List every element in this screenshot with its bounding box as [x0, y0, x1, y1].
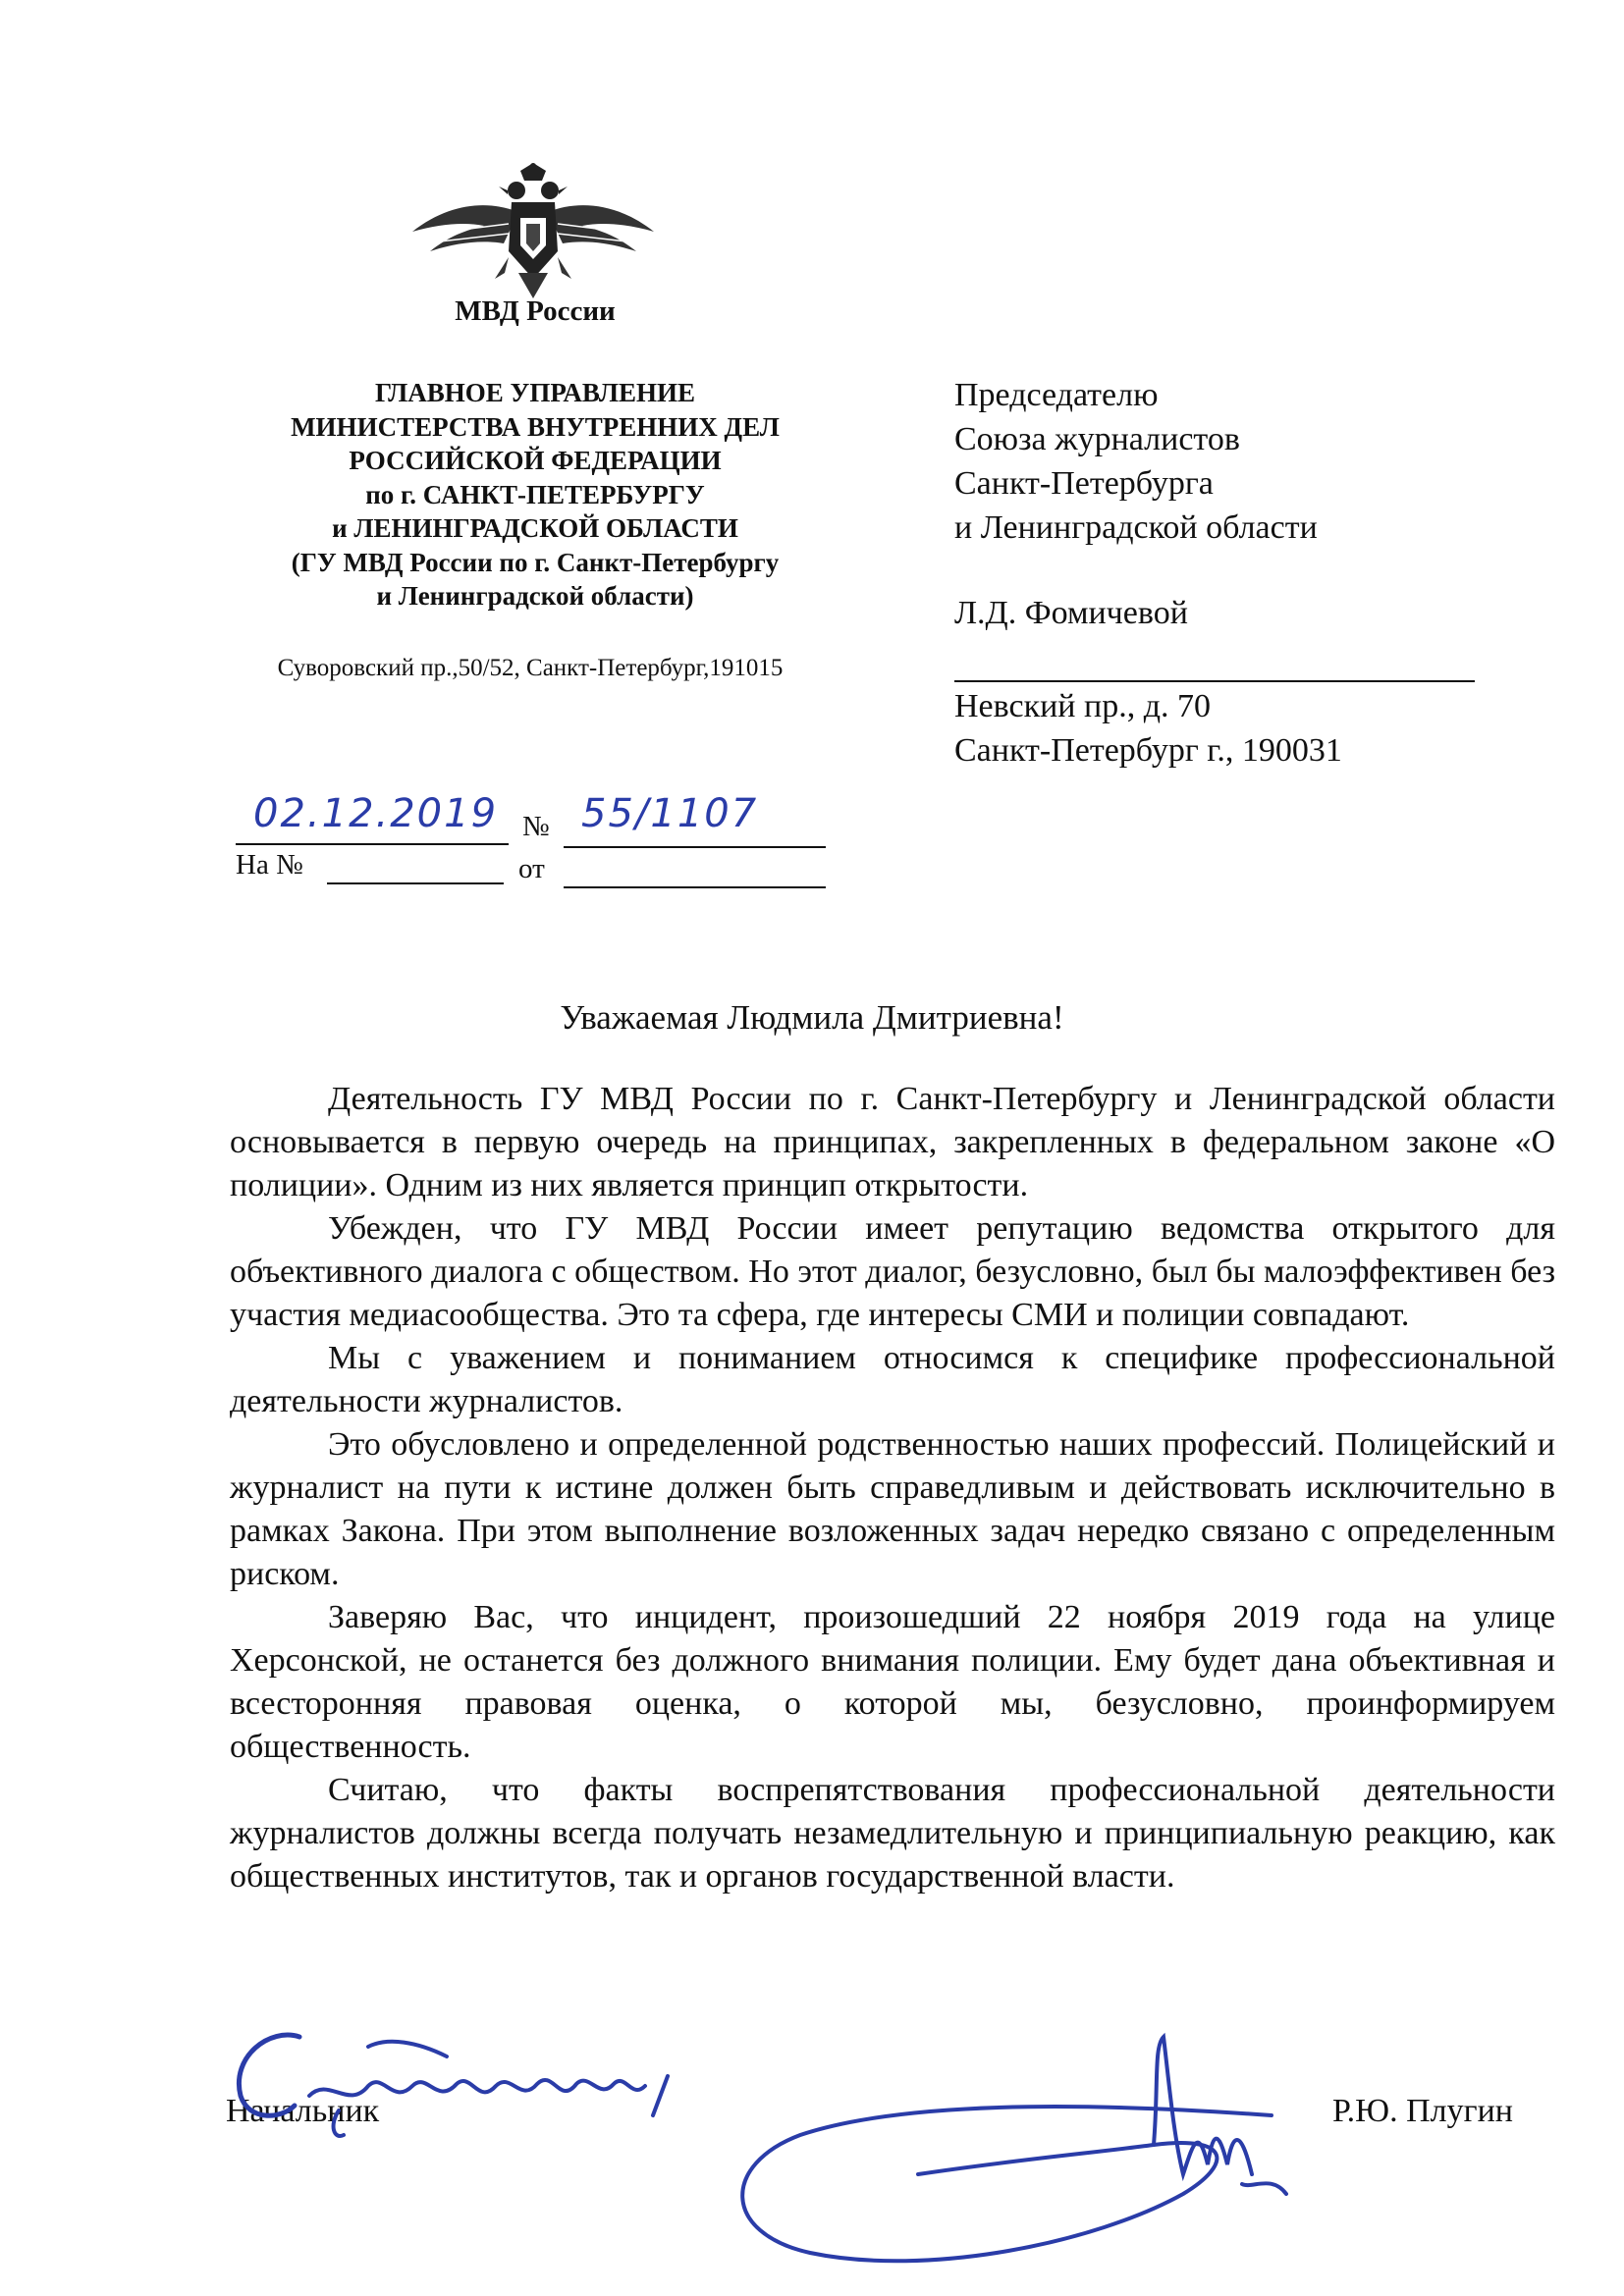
recipient-divider	[954, 680, 1475, 682]
ref-date-line	[564, 886, 826, 888]
reg-number-line	[564, 846, 826, 848]
paragraph: Деятельность ГУ МВД России по г. Санкт-Петербургу и Ленинградской области основывается в первую очередь на принципах, закрепленных в федеральном законе «О полиции». Одним из них является принцип открытости.	[230, 1081, 1555, 1203]
reg-date: 02.12.2019	[253, 791, 499, 836]
recipient-line: Союза журналистов	[954, 421, 1240, 457]
reg-date-line	[236, 843, 509, 845]
recipient-block	[954, 373, 1543, 635]
recipient-address-line: Невский пр., д. 70	[954, 688, 1211, 724]
mvd-eagle-emblem-icon	[410, 163, 656, 300]
ref-number-line	[327, 882, 504, 884]
org-line: МИНИСТЕРСТВА ВНУТРЕННИХ ДЕЛ	[291, 411, 780, 442]
paragraph: Убежден, что ГУ МВД России имеет репутацию ведомства открытого для объективного диалога с обществом. Но этот диалог, безусловно, был бы малоэффективен без участия медиасообщества. Это та сфера, где интересы СМИ и полиции совпадают.	[230, 1210, 1555, 1333]
recipient-line: Санкт-Петербурга	[954, 465, 1214, 502]
recipient-line: и Ленинградской области	[954, 509, 1318, 546]
recipient-name: Л.Д. Фомичевой	[954, 595, 1188, 631]
org-short-name: МВД России	[455, 295, 616, 327]
signer-position: Начальник	[226, 2093, 380, 2129]
ref-number-label: На №	[236, 849, 303, 881]
reg-number: 55/1107	[581, 791, 759, 836]
signer-name: Р.Ю. Плугин	[1332, 2093, 1513, 2129]
recipient-line: Председателю	[954, 377, 1159, 413]
ref-date-label: от	[518, 853, 545, 884]
paragraph: Мы с уважением и пониманием относимся к специфике профессиональной деятельности журналистов.	[230, 1340, 1555, 1419]
org-line: и Ленинградской области)	[376, 581, 694, 611]
org-line: (ГУ МВД России по г. Санкт-Петербургу	[291, 547, 780, 577]
recipient-address	[954, 684, 1543, 773]
greeting: Уважаемая Людмила Дмитриевна!	[560, 998, 1064, 1037]
recipient-address-line: Санкт-Петербург г., 190031	[954, 732, 1342, 769]
handwritten-regards-icon	[221, 2017, 712, 2145]
reg-number-label: №	[522, 811, 550, 842]
org-address: Суворовский пр.,50/52, Санкт-Петербург,191015	[277, 655, 784, 681]
signature-icon	[722, 2027, 1330, 2272]
org-line: по г. САНКТ-ПЕТЕРБУРГУ	[365, 479, 705, 509]
paragraph: Это обусловлено и определенной родственностью наших профессий. Полицейский и журналист на пути к истине должен быть справедливым и действовать исключительно в рамках Закона. При этом выполнение возложенных задач нередко связано с определенным риском.	[230, 1426, 1555, 1592]
org-full-name	[231, 376, 839, 614]
letter-body	[230, 1078, 1555, 1898]
org-line: и ЛЕНИНГРАДСКОЙ ОБЛАСТИ	[332, 513, 738, 543]
paragraph: Заверяю Вас, что инцидент, произошедший 22 ноября 2019 года на улице Херсонской, не останется без должного внимания полиции. Ему будет дана объективная и всесторонняя правовая оценка, о которой мы, безусловно, проинформируем общественность.	[230, 1599, 1555, 1765]
org-line: РОССИЙСКОЙ ФЕДЕРАЦИИ	[349, 446, 722, 475]
org-line: ГЛАВНОЕ УПРАВЛЕНИЕ	[375, 378, 695, 407]
paragraph: Считаю, что факты воспрепятствования профессиональной деятельности журналистов должны всегда получать незамедлительную и принципиальную реакцию, как общественных институтов, так и органов государственной власти.	[230, 1772, 1555, 1895]
